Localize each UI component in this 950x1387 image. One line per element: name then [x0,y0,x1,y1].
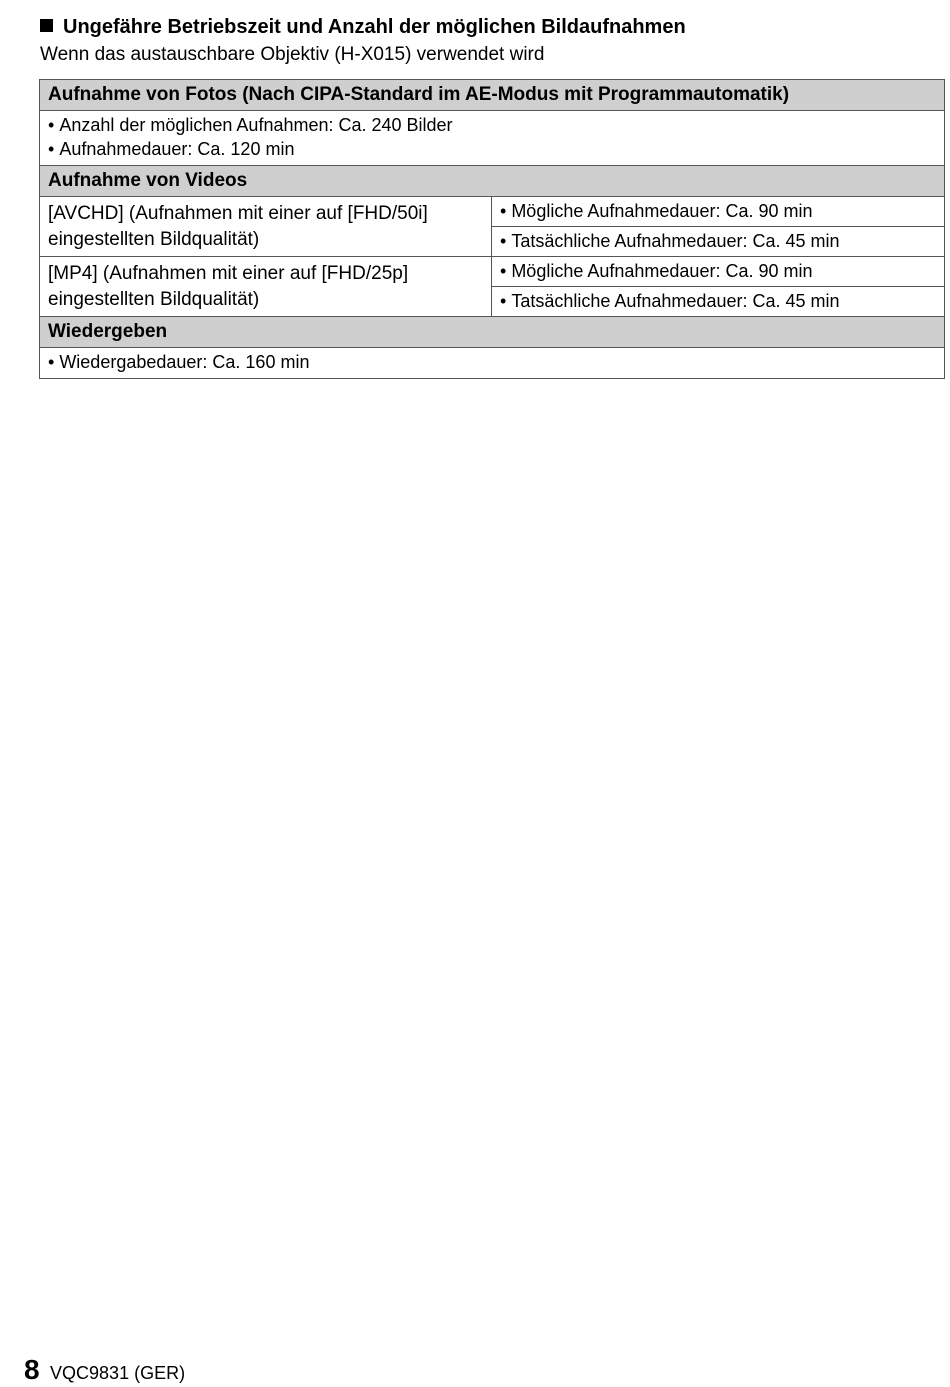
photos-details [40,111,945,166]
page-number: 8 [24,1354,40,1385]
video-row-mp4-possible: • Mögliche Aufnahmedauer: Ca. 90 min [492,257,945,287]
video-row-avchd-possible: • Mögliche Aufnahmedauer: Ca. 90 min [492,197,945,227]
section-heading-text: Ungefähre Betriebszeit und Anzahl der möglichen Bildaufnahmen [63,16,686,38]
section-heading [40,16,686,39]
video-row-avchd-label-line1: [AVCHD] (Aufnahmen mit einer auf [FHD/50i] [48,202,428,224]
page-footer [24,1354,185,1386]
photos-item-duration: • Aufnahmedauer: Ca. 120 min [48,137,936,161]
video-row-mp4-label-line1: [MP4] (Aufnahmen mit einer auf [FHD/25p] [48,262,409,284]
video-row-avchd-actual: • Tatsächliche Aufnahmedauer: Ca. 45 min [492,227,945,257]
video-row-mp4-actual: • Tatsächliche Aufnahmedauer: Ca. 45 min [492,287,945,317]
photos-header: Aufnahme von Fotos (Nach CIPA-Standard im AE-Modus mit Programmautomatik) [40,80,945,111]
video-row-avchd-label [40,197,492,257]
video-row-avchd-label-line2: eingestellten Bildqualität) [48,228,260,250]
square-bullet-icon [40,19,53,32]
playback-details [40,348,945,379]
video-row-mp4-label-line2: eingestellten Bildqualität) [48,288,260,310]
videos-header: Aufnahme von Videos [40,166,945,197]
video-row-mp4-label [40,257,492,317]
playback-item-duration: • Wiedergabedauer: Ca. 160 min [48,350,936,374]
document-code: VQC9831 (GER) [50,1363,186,1383]
section-subheading: Wenn das austauschbare Objektiv (H-X015) verwendet wird [40,44,545,65]
operating-time-table [39,79,945,379]
playback-header: Wiedergeben [40,317,945,348]
photos-item-shots: • Anzahl der möglichen Aufnahmen: Ca. 240 Bilder [48,113,936,137]
